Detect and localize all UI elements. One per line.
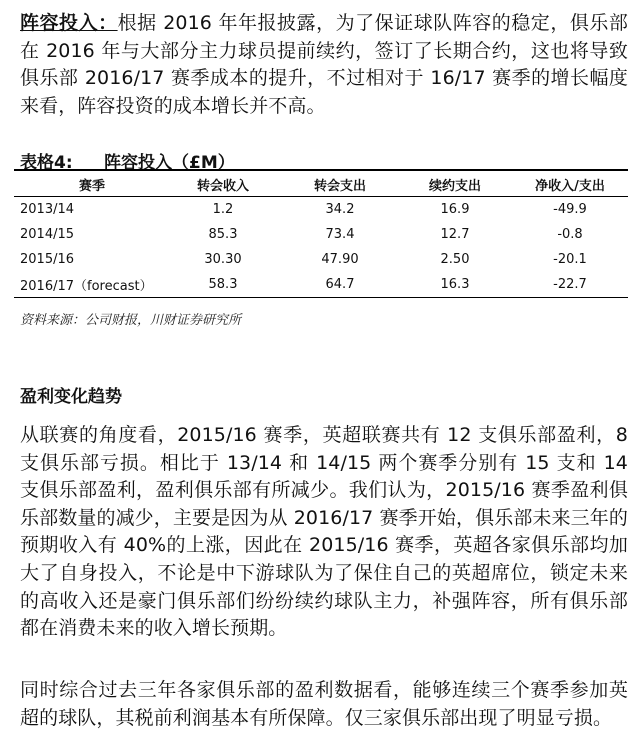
header-renewal-spend: 续约支出 bbox=[398, 172, 512, 197]
cell-transfer-income: 85.3 bbox=[208, 227, 238, 242]
squad-investment-table bbox=[14, 172, 628, 298]
cell-net: -49.9 bbox=[553, 202, 587, 217]
header-transfer-spend: 转会支出 bbox=[282, 172, 398, 197]
cell-season: 2014/15 bbox=[20, 227, 75, 242]
cell-transfer-spend: 64.7 bbox=[282, 272, 398, 298]
cell-renewal-spend: 2.50 bbox=[440, 252, 470, 267]
cell-season: 2015/16 bbox=[20, 252, 75, 267]
cell-transfer-spend: 47.90 bbox=[321, 252, 359, 267]
cell-transfer-spend: 34.2 bbox=[325, 202, 355, 217]
source-note: 资料来源：公司财报，川财证券研究所 bbox=[20, 313, 242, 328]
table-row bbox=[14, 197, 628, 223]
cell-renewal-spend: 12.7 bbox=[440, 227, 470, 242]
cell-transfer-income: 58.3 bbox=[164, 272, 282, 298]
intro-text: 根据 2016 年年报披露，为了保证球队阵容的稳定，俱乐部在 2016 年与大部分主力球员提前续约，签订了长期合约，这也将导致俱乐部 2016/17 赛季成本的提升，不过相对于 16/17 赛季的增长幅度来看，阵容投资的成本增长并不高。 bbox=[20, 12, 628, 117]
intro-paragraph bbox=[20, 10, 628, 120]
table-row bbox=[14, 247, 628, 272]
table-top-rule bbox=[14, 169, 628, 171]
cell-season: 2016/17（forecast） bbox=[14, 272, 164, 298]
cell-renewal-spend: 16.9 bbox=[440, 202, 470, 217]
body-paragraph: 同时综合过去三年各家俱乐部的盈利数据看，能够连续三个赛季参加英超的球队，其税前利润基本有所保障。仅三家俱乐部出现了明显亏损。 bbox=[20, 679, 628, 729]
cell-net: -0.8 bbox=[557, 227, 583, 242]
cell-net: -20.1 bbox=[553, 252, 587, 267]
table-title: 阵容投入（£M） bbox=[104, 153, 235, 173]
body-paragraph: 从联赛的角度看，2015/16 赛季，英超联赛共有 12 支俱乐部盈利，8 支俱乐部亏损。相比于 13/14 和 14/15 两个赛季分别有 15 支和 14 支俱乐部盈利，盈利俱乐部有所减少。我们认为，2015/16 赛季盈利俱乐部数量的减少，主要是因为从 2016/17 赛季开始，俱乐部未来三年的预期收入有 40%的上涨，因此在 2015/16 赛季，英超各家俱乐部均加大了自身投入，不论是中下游球队为了保住自己的英超席位，锁定未来的高收入还是豪门俱乐部们纷纷续约球队主力，补强阵容，所有俱乐部都在消费未来的收入增长预期。 bbox=[20, 424, 628, 640]
table-header-row bbox=[14, 172, 628, 197]
header-season: 赛季 bbox=[14, 172, 164, 197]
table-number: 表格4: bbox=[20, 153, 73, 173]
cell-transfer-income: 1.2 bbox=[212, 202, 234, 217]
cell-transfer-spend: 73.4 bbox=[325, 227, 355, 242]
cell-season: 2013/14 bbox=[20, 202, 75, 217]
table-row bbox=[14, 222, 628, 247]
header-transfer-income: 转会收入 bbox=[164, 172, 282, 197]
table-row bbox=[14, 272, 628, 298]
section-heading: 盈利变化趋势 bbox=[20, 387, 122, 407]
cell-net: -22.7 bbox=[512, 272, 628, 298]
cell-renewal-spend: 16.3 bbox=[398, 272, 512, 298]
cell-transfer-income: 30.30 bbox=[204, 252, 242, 267]
intro-lead: 阵容投入： bbox=[20, 12, 118, 34]
header-net: 净收入/支出 bbox=[512, 172, 628, 197]
